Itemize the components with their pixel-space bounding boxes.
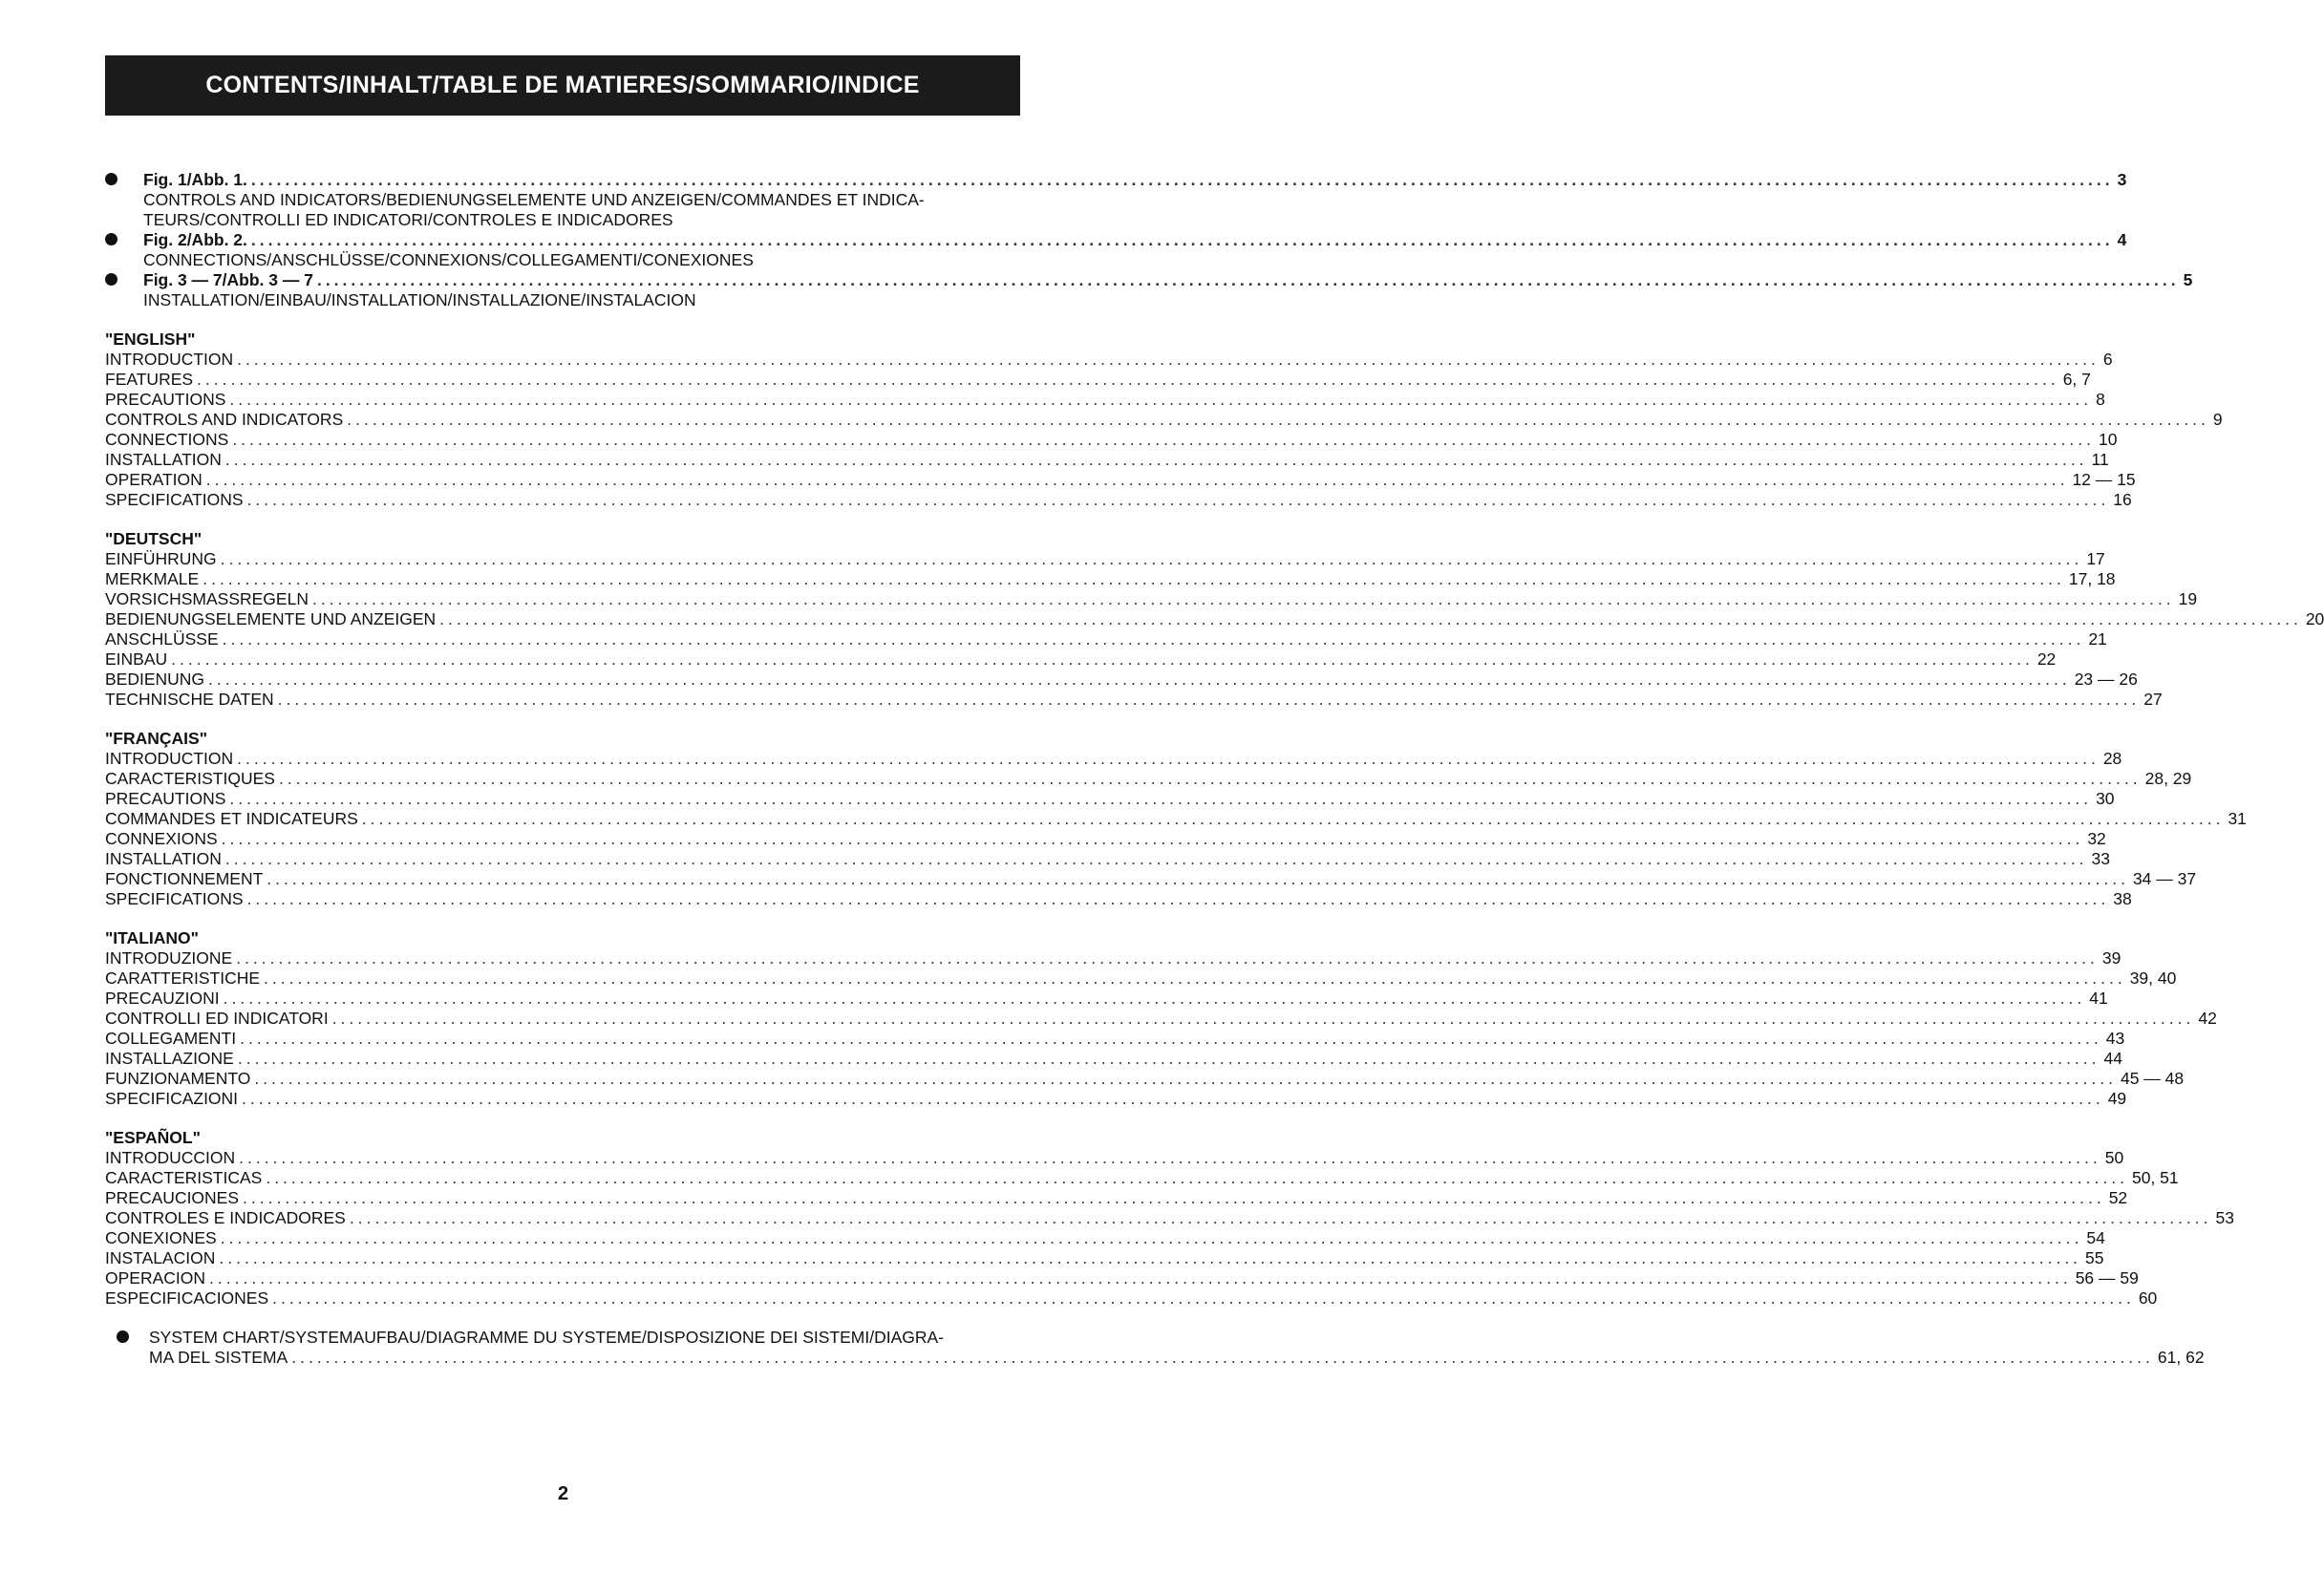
entry-page: 17, 18 xyxy=(2068,569,2116,588)
figure-line xyxy=(143,170,2127,190)
language-section xyxy=(105,729,2247,909)
toc-entry xyxy=(105,1029,2125,1049)
entry-label: OPERACION xyxy=(105,1268,206,1287)
toc-entry xyxy=(105,1168,2179,1188)
entry-label: ESPECIFICACIONES xyxy=(105,1288,269,1308)
language-section xyxy=(105,330,2223,510)
dot-leader: ............................................................................................................................................................................................................................ xyxy=(197,370,2059,389)
entry-label: FONCTIONNEMENT xyxy=(105,869,264,888)
entry-page: 12 — 15 xyxy=(2072,470,2136,489)
section-heading: "ITALIANO" xyxy=(105,928,199,947)
toc-entry xyxy=(105,410,2223,430)
entry-label: PRECAUTIONS xyxy=(105,390,226,409)
toc-entry xyxy=(105,470,2136,490)
entry-page: 42 xyxy=(2198,1009,2217,1028)
entry-page: 41 xyxy=(2089,989,2108,1008)
toc-entry xyxy=(105,749,2122,769)
dot-leader: ............................................................................................................................................................................................................................ xyxy=(236,948,2099,968)
toc-entry xyxy=(105,1009,2217,1029)
toc-entry xyxy=(105,1248,2104,1268)
entry-label: EINFÜHRUNG xyxy=(105,549,217,568)
entry-page: 8 xyxy=(2096,390,2105,409)
language-section xyxy=(105,529,2324,710)
bullet-icon xyxy=(117,1330,129,1343)
toc-entry xyxy=(105,370,2091,390)
dot-leader: ............................................................................................................................................................................................................................ xyxy=(250,230,2114,249)
toc-entry xyxy=(105,1208,2234,1228)
dot-leader: ............................................................................................................................................................................................................................ xyxy=(243,1188,2105,1207)
entry-page: 19 xyxy=(2178,589,2198,608)
dot-leader: ............................................................................................................................................................................................................................ xyxy=(220,1228,2083,1247)
entry-label: CARACTERISTICAS xyxy=(105,1168,263,1187)
language-sections xyxy=(105,330,2324,1309)
entry-label: CARACTERISTIQUES xyxy=(105,769,275,788)
figure-description: CONTROLS AND INDICATORS/BEDIENUNGSELEMENTE UND ANZEIGEN/COMMANDES ET INDICA-TEURS/CONTROLLI ED INDICATORI/CONTROLES E INDICADORES xyxy=(143,190,925,229)
entry-label: INTRODUCTION xyxy=(105,749,234,768)
entry-label: CONTROLS AND INDICATORS xyxy=(105,410,344,429)
section-heading: "ESPAÑOL" xyxy=(105,1128,201,1147)
toc-entry xyxy=(105,390,2105,410)
dot-leader: ............................................................................................................................................................................................................................ xyxy=(239,1148,2101,1167)
toc-entry xyxy=(105,869,2197,889)
system-chart-label: MA DEL SISTEMA xyxy=(149,1348,288,1367)
bullet-icon xyxy=(105,273,117,286)
section-heading: "FRANÇAIS" xyxy=(105,729,208,748)
entry-label: SPECIFICAZIONI xyxy=(105,1089,239,1108)
dot-leader: ............................................................................................................................................................................................................................ xyxy=(237,350,2100,369)
dot-leader: ............................................................................................................................................................................................................................ xyxy=(242,1089,2104,1108)
entry-label: ANSCHLÜSSE xyxy=(105,629,219,649)
toc-entry xyxy=(105,789,2115,809)
dot-leader: ............................................................................................................................................................................................................................ xyxy=(272,1288,2135,1308)
entry-label: COMMANDES ET INDICATEURS xyxy=(105,809,358,828)
entry-page: 6, 7 xyxy=(2062,370,2091,389)
entry-page: 28 xyxy=(2102,749,2122,768)
toc-entry xyxy=(105,350,2113,370)
entry-page: 11 xyxy=(2091,450,2109,469)
dot-leader: ............................................................................................................................................................................................................................ xyxy=(277,690,2141,709)
dot-leader: ............................................................................................................................................................................................................................ xyxy=(316,270,2180,289)
dot-leader: ............................................................................................................................................................................................................................ xyxy=(222,629,2085,649)
entry-label: Fig. 3 — 7/Abb. 3 — 7 xyxy=(143,270,313,289)
figure-entry xyxy=(105,230,2127,270)
dot-leader: ............................................................................................................................................................................................................................ xyxy=(361,809,2225,828)
figure-entry xyxy=(105,170,2127,230)
entry-page: 3 xyxy=(2117,170,2127,189)
entry-label: INTRODUCCION xyxy=(105,1148,236,1167)
entry-label: INTRODUCTION xyxy=(105,350,234,369)
entry-label: Fig. 1/Abb. 1. xyxy=(143,170,247,189)
toc-entry xyxy=(105,968,2177,989)
toc-entry xyxy=(105,989,2108,1009)
dot-leader: ............................................................................................................................................................................................................................ xyxy=(237,749,2100,768)
figure-line xyxy=(143,230,2127,250)
dot-leader: ............................................................................................................................................................................................................................ xyxy=(224,849,2088,868)
title-banner xyxy=(105,55,1020,116)
toc-entry xyxy=(105,450,2109,470)
dot-leader: ............................................................................................................................................................................................................................ xyxy=(278,769,2142,788)
dot-leader: ............................................................................................................................................................................................................................ xyxy=(439,609,2302,628)
dot-leader: ............................................................................................................................................................................................................................ xyxy=(246,889,2110,908)
system-chart-entry xyxy=(105,1328,2205,1368)
figure-entry xyxy=(105,270,2193,310)
entry-page: 50 xyxy=(2104,1148,2124,1167)
dot-leader: ............................................................................................................................................................................................................................ xyxy=(171,649,2034,669)
figure-description: INSTALLATION/EINBAU/INSTALLATION/INSTALLAZIONE/INSTALACION xyxy=(143,290,696,309)
entry-page: 50, 51 xyxy=(2131,1168,2179,1187)
toc-entry xyxy=(105,809,2247,829)
dot-leader: ............................................................................................................................................................................................................................ xyxy=(229,390,2093,409)
toc xyxy=(105,170,2324,1368)
dot-leader: ............................................................................................................................................................................................................................ xyxy=(203,569,2065,588)
entry-page: 44 xyxy=(2103,1049,2122,1068)
dot-leader: ............................................................................................................................................................................................................................ xyxy=(349,1208,2212,1227)
entry-page: 27 xyxy=(2143,690,2163,709)
entry-page: 17 xyxy=(2086,549,2105,568)
toc-entry xyxy=(105,609,2324,629)
entry-page: 28, 29 xyxy=(2144,769,2192,788)
entry-page: 49 xyxy=(2107,1089,2127,1108)
figure-line xyxy=(143,270,2193,290)
entry-page: 6 xyxy=(2102,350,2113,369)
entry-page: 43 xyxy=(2105,1029,2125,1048)
dot-leader: ............................................................................................................................................................................................................................ xyxy=(331,1009,2195,1028)
dot-leader: ............................................................................................................................................................................................................................ xyxy=(264,968,2126,988)
entry-page: 31 xyxy=(2228,809,2247,828)
entry-page: 38 xyxy=(2113,889,2132,908)
entry-page: 54 xyxy=(2086,1228,2105,1247)
toc-entry xyxy=(105,849,2111,869)
section-heading: "DEUTSCH" xyxy=(105,529,203,548)
dot-leader: ............................................................................................................................................................................................................................ xyxy=(254,1069,2117,1088)
toc-entry xyxy=(105,1069,2185,1089)
entry-label: INSTALLATION xyxy=(105,849,222,868)
entry-label: FEATURES xyxy=(105,370,194,389)
entry-page: 45 — 48 xyxy=(2120,1069,2185,1088)
dot-leader: ............................................................................................................................................................................................................................ xyxy=(347,410,2209,429)
toc-entry xyxy=(105,889,2132,909)
dot-leader: ............................................................................................................................................................................................................................ xyxy=(250,170,2114,189)
system-chart-line1: SYSTEM CHART/SYSTEMAUFBAU/DIAGRAMME DU SYSTEME/DISPOSIZIONE DEI SISTEMI/DIAGRA- xyxy=(149,1328,945,1347)
figure-list xyxy=(105,170,2193,310)
toc-entry xyxy=(105,629,2107,649)
system-chart-page: 61, 62 xyxy=(2157,1348,2205,1367)
entry-label: SPECIFICATIONS xyxy=(105,889,244,908)
entry-label: EINBAU xyxy=(105,649,168,669)
toc-entry xyxy=(105,1228,2105,1248)
entry-label: PRECAUCIONES xyxy=(105,1188,240,1207)
dot-leader: ............................................................................................................................................................................................................................ xyxy=(267,869,2129,888)
toc-entry xyxy=(105,1089,2127,1109)
toc-entry xyxy=(105,430,2118,450)
entry-label: TECHNISCHE DATEN xyxy=(105,690,274,709)
entry-label: CONNECTIONS xyxy=(105,430,229,449)
dot-leader: ............................................................................................................................................................................................................................ xyxy=(221,829,2084,848)
entry-page: 32 xyxy=(2087,829,2106,848)
entry-label: CARATTERISTICHE xyxy=(105,968,261,988)
toc-entry xyxy=(105,589,2198,609)
entry-page: 9 xyxy=(2212,410,2223,429)
entry-page: 52 xyxy=(2108,1188,2128,1207)
dot-leader: ............................................................................................................................................................................................................................ xyxy=(266,1168,2128,1187)
page-title: CONTENTS/INHALT/TABLE DE MATIERES/SOMMARIO/INDICE xyxy=(205,72,920,98)
dot-leader: ............................................................................................................................................................................................................................ xyxy=(208,670,2071,689)
dot-leader: ............................................................................................................................................................................................................................ xyxy=(220,549,2083,568)
entry-page: 53 xyxy=(2215,1208,2234,1227)
page-number: 2 xyxy=(557,1483,569,1504)
dot-leader: ............................................................................................................................................................................................................................ xyxy=(209,1268,2072,1287)
toc-entry xyxy=(105,829,2106,849)
dot-leader: ............................................................................................................................................................................................................................ xyxy=(223,989,2086,1008)
language-section xyxy=(105,1128,2234,1309)
figure-description: CONNECTIONS/ANSCHLÜSSE/CONNEXIONS/COLLEGAMENTI/CONEXIONES xyxy=(143,250,754,269)
bullet-icon xyxy=(105,173,117,185)
dot-leader: ............................................................................................................................................................................................................................ xyxy=(205,470,2069,489)
dot-leader: ............................................................................................................................................................................................................................ xyxy=(219,1248,2082,1267)
entry-page: 10 xyxy=(2098,430,2118,449)
entry-label: COLLEGAMENTI xyxy=(105,1029,237,1048)
entry-page: 22 xyxy=(2036,649,2057,669)
entry-label: INTRODUZIONE xyxy=(105,948,233,968)
bullet-icon xyxy=(105,233,117,245)
dot-leader: ............................................................................................................................................................................................................................ xyxy=(311,589,2175,608)
entry-label: PRECAUTIONS xyxy=(105,789,226,808)
entry-label: VORSICHSMASSREGELN xyxy=(105,589,309,608)
entry-label: PRECAUZIONI xyxy=(105,989,220,1008)
dot-leader: ............................................................................................................................................................................................................................ xyxy=(232,430,2095,449)
toc-entry xyxy=(105,549,2105,569)
entry-page: 39, 40 xyxy=(2129,968,2177,988)
toc-entry xyxy=(105,1288,2158,1309)
toc-entry xyxy=(105,1148,2124,1168)
toc-entry xyxy=(105,649,2057,670)
dot-leader: ............................................................................................................................................................................................................................ xyxy=(224,450,2088,469)
entry-label: INSTALACION xyxy=(105,1248,216,1267)
entry-page: 5 xyxy=(2183,270,2193,289)
entry-label: CONTROLLI ED INDICATORI xyxy=(105,1009,329,1028)
language-section xyxy=(105,928,2217,1109)
dot-leader: ............................................................................................................................................................................................................................ xyxy=(240,1029,2102,1048)
toc-entry xyxy=(105,569,2116,589)
dot-leader: ............................................................................................................................................................................................................................ xyxy=(229,789,2093,808)
dot-leader: ............................................................................................................................................................................................................................ xyxy=(237,1049,2100,1068)
entry-page: 30 xyxy=(2096,789,2115,808)
entry-page: 39 xyxy=(2101,948,2121,968)
entry-label: INSTALLATION xyxy=(105,450,222,469)
entry-label: OPERATION xyxy=(105,470,203,489)
dot-leader: ............................................................................................................................................................................................................................ xyxy=(246,490,2110,509)
toc-entry xyxy=(105,490,2132,510)
entry-page: 21 xyxy=(2088,629,2107,649)
toc-entry xyxy=(105,1268,2139,1288)
entry-label: CONTROLES E INDICADORES xyxy=(105,1208,346,1227)
toc-entry xyxy=(105,948,2121,968)
toc-entry xyxy=(105,1049,2122,1069)
entry-label: SPECIFICATIONS xyxy=(105,490,244,509)
dot-leader: ............................................................................................................................................................................................................................ xyxy=(291,1348,2154,1367)
section-heading: "ENGLISH" xyxy=(105,330,196,349)
entry-label: BEDIENUNG xyxy=(105,670,205,689)
entry-label: CONEXIONES xyxy=(105,1228,217,1247)
toc-entry xyxy=(105,769,2192,789)
toc-entry xyxy=(105,1188,2128,1208)
toc-entry xyxy=(105,670,2138,690)
entry-label: INSTALLAZIONE xyxy=(105,1049,234,1068)
entry-page: 60 xyxy=(2138,1288,2158,1308)
entry-label: MERKMALE xyxy=(105,569,200,588)
entry-label: BEDIENUNGSELEMENTE UND ANZEIGEN xyxy=(105,609,437,628)
entry-page: 34 — 37 xyxy=(2132,869,2197,888)
entry-label: FUNZIONAMENTO xyxy=(105,1069,251,1088)
entry-page: 23 — 26 xyxy=(2074,670,2138,689)
entry-page: 55 xyxy=(2085,1248,2104,1267)
toc-entry xyxy=(105,690,2163,710)
entry-page: 33 xyxy=(2091,849,2111,868)
entry-label: Fig. 2/Abb. 2. xyxy=(143,230,247,249)
entry-page: 56 — 59 xyxy=(2075,1268,2139,1287)
entry-page: 20 xyxy=(2305,609,2324,628)
entry-page: 16 xyxy=(2113,490,2132,509)
system-chart-line2 xyxy=(149,1348,2205,1368)
entry-page: 4 xyxy=(2117,230,2127,249)
entry-label: CONNEXIONS xyxy=(105,829,218,848)
